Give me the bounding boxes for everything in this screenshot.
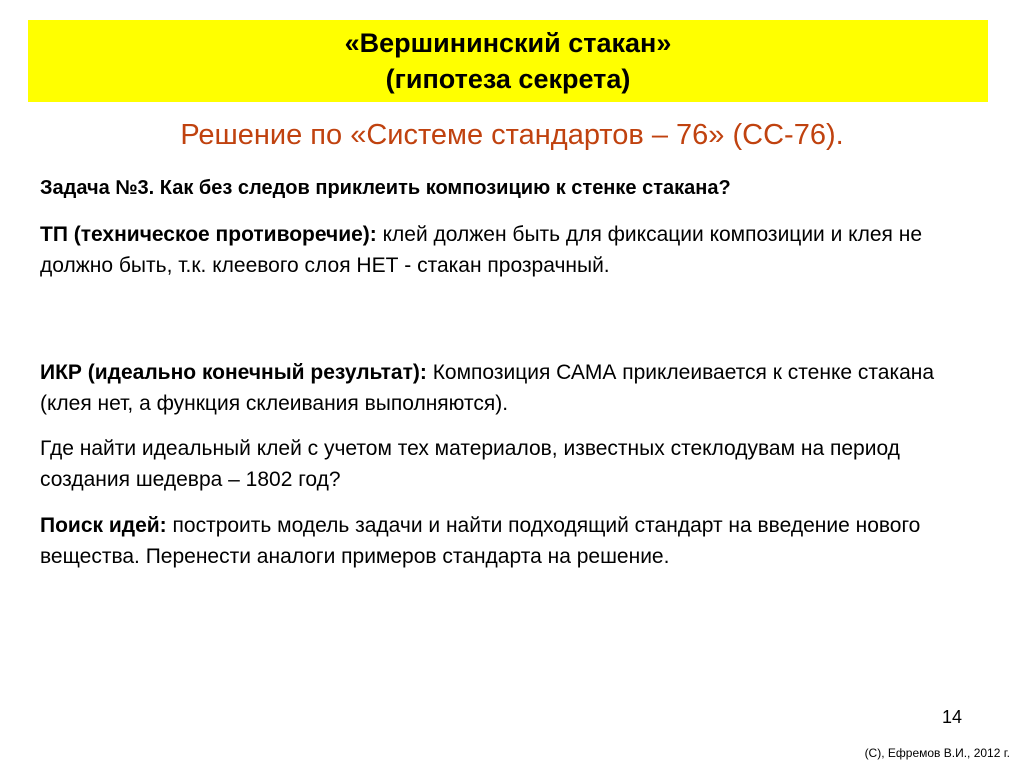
glue-question-paragraph: Где найти идеальный клей с учетом тех материалов, известных стеклодувам на период создания шедевра – 1802 год? — [40, 437, 900, 491]
slide-subtitle: Решение по «Системе стандартов – 76» (СС-76). — [180, 119, 844, 151]
technical-contradiction-label: ТП (техническое противоречие): — [40, 223, 377, 246]
ideal-final-result-text: Композиция САМА приклеивается к стенке стакана (клея нет, а функция склеивания выполняются). — [40, 361, 935, 415]
idea-search-paragraph — [40, 510, 990, 572]
task-statement: Задача №3. Как без следов приклеить композицию к стенке стакана? — [40, 177, 731, 199]
copyright-footer: (С), Ефремов В.И., 2012 г. — [864, 746, 1010, 760]
slide-title-line-1: «Вершининский стакан» — [344, 28, 672, 58]
idea-search-label: Поиск идей: — [40, 514, 167, 537]
ideal-final-result-paragraph — [40, 357, 990, 419]
page-number: 14 — [941, 707, 962, 727]
idea-search-text: построить модель задачи и найти подходящий стандарт на введение нового вещества. Перенести аналоги примеров стандарта на решение. — [40, 514, 921, 568]
technical-contradiction-paragraph — [40, 219, 990, 281]
title-banner — [28, 20, 988, 102]
technical-contradiction-text: клей должен быть для фиксации композиции и клея не должно быть, т.к. клеевого слоя НЕТ - стакан прозрачный. — [40, 223, 923, 277]
ideal-final-result-label: ИКР (идеально конечный результат): — [40, 361, 427, 384]
slide-title-line-2: (гипотеза секрета) — [385, 64, 631, 94]
